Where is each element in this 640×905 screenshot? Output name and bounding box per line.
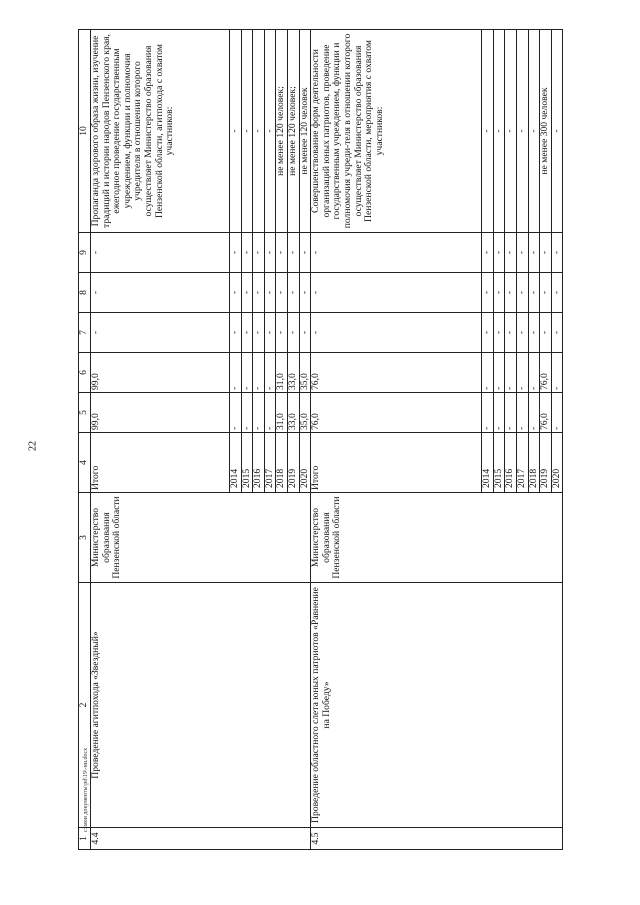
year: 2015: [241, 433, 253, 493]
value-col8: -: [299, 273, 311, 313]
value-col8: -: [493, 273, 505, 313]
value-col7: -: [482, 313, 494, 353]
value-col8: -: [276, 273, 288, 313]
total-col7: -: [311, 313, 482, 353]
value-col7: -: [505, 313, 517, 353]
header-col-5: 5: [79, 393, 91, 433]
event-name: Проведение областного слета юных патриотов «Равнение на Победу»: [311, 583, 563, 828]
value-col7: -: [276, 313, 288, 353]
year: 2018: [528, 433, 540, 493]
value-col9: -: [493, 233, 505, 273]
value-col10: не менее 120 человек;: [287, 30, 299, 233]
header-col-4: 4: [79, 433, 91, 493]
value-col10: не менее 120 человек: [299, 30, 311, 233]
year: 2014: [482, 433, 494, 493]
value-col7: -: [287, 313, 299, 353]
value-col6: -: [551, 353, 563, 393]
program-table: [78, 29, 563, 850]
value-col7: -: [493, 313, 505, 353]
total-col6: 99,0: [91, 353, 230, 393]
value-col6: 31,0: [276, 353, 288, 393]
row-number: 4.5: [311, 828, 563, 850]
indicator-text: Совершенствование форм деятельности организаций юных патриотов, проведение государственным учреждением, функции и полномочия учреди-теля в отношении которого осуществляет Министерство образования Пензенской области, мероприятия с охватом участников:: [311, 30, 482, 233]
table-row: [311, 30, 482, 850]
header-row: [79, 30, 91, 850]
value-col5: -: [505, 393, 517, 433]
value-col6: -: [253, 353, 265, 393]
value-col8: -: [505, 273, 517, 313]
value-col5: -: [230, 393, 242, 433]
value-col6: -: [482, 353, 494, 393]
value-col5: -: [482, 393, 494, 433]
value-col9: -: [287, 233, 299, 273]
value-col9: -: [230, 233, 242, 273]
value-col10: не менее 120 человек;: [276, 30, 288, 233]
value-col8: -: [253, 273, 265, 313]
value-col9: -: [516, 233, 528, 273]
value-col6: -: [241, 353, 253, 393]
value-col9: -: [299, 233, 311, 273]
total-col6: 76,0: [311, 353, 482, 393]
value-col10: -: [482, 30, 494, 233]
value-col10: -: [528, 30, 540, 233]
value-col7: -: [264, 313, 276, 353]
value-col7: -: [241, 313, 253, 353]
value-col8: -: [241, 273, 253, 313]
itogo-label: Итого: [311, 433, 482, 493]
value-col7: -: [230, 313, 242, 353]
value-col5: 35,0: [299, 393, 311, 433]
total-col5: 76,0: [311, 393, 482, 433]
header-col-7: 7: [79, 313, 91, 353]
total-col8: -: [91, 273, 230, 313]
header-col-2: 2: [79, 583, 91, 828]
value-col5: 31,0: [276, 393, 288, 433]
header-col-6: 6: [79, 353, 91, 393]
year: 2014: [230, 433, 242, 493]
year: 2020: [551, 433, 563, 493]
value-col8: -: [230, 273, 242, 313]
value-col8: -: [540, 273, 552, 313]
value-col9: -: [551, 233, 563, 273]
value-col10: -: [505, 30, 517, 233]
year: 2019: [287, 433, 299, 493]
header-col-3: 3: [79, 493, 91, 583]
value-col7: -: [528, 313, 540, 353]
value-col5: -: [241, 393, 253, 433]
page-number: 22: [27, 441, 39, 451]
value-col10: -: [551, 30, 563, 233]
value-col9: -: [482, 233, 494, 273]
header-col-1: 1: [79, 828, 91, 850]
value-col6: -: [493, 353, 505, 393]
value-col10: -: [264, 30, 276, 233]
responsible-ministry: Министерство образования Пензенской области: [91, 493, 311, 583]
value-col5: 76,0: [540, 393, 552, 433]
value-col10: -: [230, 30, 242, 233]
value-col6: -: [505, 353, 517, 393]
value-col8: -: [264, 273, 276, 313]
value-col5: -: [253, 393, 265, 433]
value-col8: -: [551, 273, 563, 313]
year: 2020: [299, 433, 311, 493]
header-col-10: 10: [79, 30, 91, 233]
event-name: Проведение агитпохода «Звездный»: [91, 583, 311, 828]
year: 2016: [253, 433, 265, 493]
total-col9: -: [311, 233, 482, 273]
indicator-text: Пропаганда здорового образа жизни, изучение традиций и истории народов Пензенского края, ежегодное проведение государственным учреждением, функции и полномочия учредителя в отношении которого осуществляет Министерство образования Пензенской области, агитпохода с охватом участников:: [91, 30, 230, 233]
rotated-table-container: [78, 30, 620, 850]
year: 2018: [276, 433, 288, 493]
total-col5: 99,0: [91, 393, 230, 433]
total-col8: -: [311, 273, 482, 313]
value-col8: -: [287, 273, 299, 313]
value-col6: -: [528, 353, 540, 393]
value-col7: -: [253, 313, 265, 353]
value-col9: -: [264, 233, 276, 273]
year: 2017: [516, 433, 528, 493]
value-col7: -: [540, 313, 552, 353]
value-col5: -: [528, 393, 540, 433]
value-col7: -: [551, 313, 563, 353]
year: 2017: [264, 433, 276, 493]
value-col9: -: [528, 233, 540, 273]
value-col5: -: [264, 393, 276, 433]
file-path-footer: c:\мои документы\pd\19\-ни.docx: [83, 747, 89, 833]
value-col6: -: [230, 353, 242, 393]
value-col5: -: [493, 393, 505, 433]
value-col9: -: [540, 233, 552, 273]
row-number: 4.4: [91, 828, 311, 850]
value-col10: -: [241, 30, 253, 233]
value-col5: -: [551, 393, 563, 433]
value-col10: не менее 300 человек: [540, 30, 552, 233]
value-col5: -: [516, 393, 528, 433]
header-col-9: 9: [79, 233, 91, 273]
value-col6: 76,0: [540, 353, 552, 393]
year: 2016: [505, 433, 517, 493]
value-col6: -: [264, 353, 276, 393]
value-col8: -: [528, 273, 540, 313]
value-col6: -: [516, 353, 528, 393]
itogo-label: Итого: [91, 433, 230, 493]
header-col-8: 8: [79, 273, 91, 313]
responsible-ministry: Министерство образования Пензенской области: [311, 493, 563, 583]
value-col7: -: [516, 313, 528, 353]
value-col10: -: [253, 30, 265, 233]
value-col9: -: [241, 233, 253, 273]
value-col6: 33,0: [287, 353, 299, 393]
value-col10: -: [516, 30, 528, 233]
value-col9: -: [253, 233, 265, 273]
total-col7: -: [91, 313, 230, 353]
value-col8: -: [516, 273, 528, 313]
value-col6: 35,0: [299, 353, 311, 393]
table-row: [91, 30, 230, 850]
value-col9: -: [276, 233, 288, 273]
value-col10: -: [493, 30, 505, 233]
total-col9: -: [91, 233, 230, 273]
value-col5: 33,0: [287, 393, 299, 433]
year: 2015: [493, 433, 505, 493]
value-col7: -: [299, 313, 311, 353]
year: 2019: [540, 433, 552, 493]
value-col8: -: [482, 273, 494, 313]
value-col9: -: [505, 233, 517, 273]
